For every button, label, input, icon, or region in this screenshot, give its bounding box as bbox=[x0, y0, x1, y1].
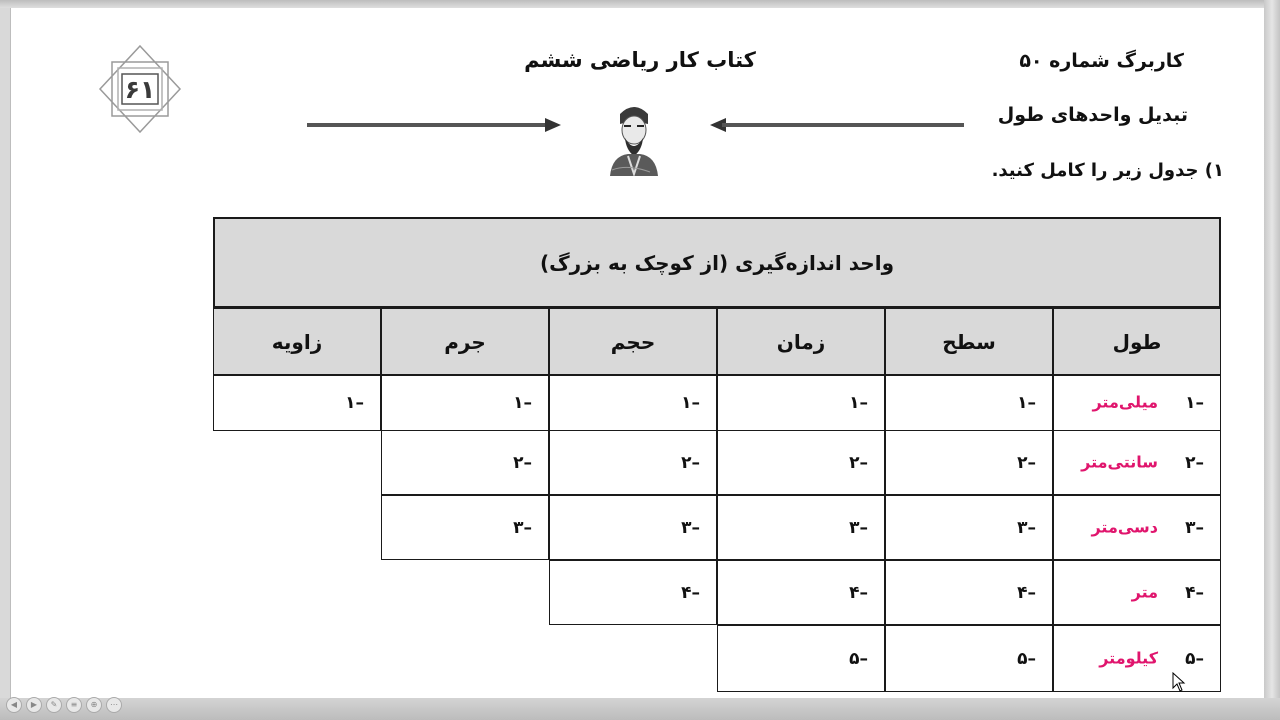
prev-control-icon[interactable]: ◀ bbox=[6, 697, 22, 713]
row-label: ۱– bbox=[345, 393, 364, 413]
page-number: ۶۱ bbox=[124, 74, 156, 104]
column-header-time: زمان bbox=[717, 308, 885, 375]
table-cell-length-2[interactable] bbox=[1053, 430, 1221, 495]
window-top-strip bbox=[0, 0, 1280, 8]
row-label: ۴– bbox=[1017, 582, 1036, 603]
table-cell-mass-3[interactable] bbox=[381, 495, 549, 560]
column-header-volume: حجم bbox=[549, 308, 717, 375]
table-cell-area-2[interactable] bbox=[885, 430, 1053, 495]
row-label: ۳– bbox=[681, 517, 700, 538]
row-label: ۳– bbox=[849, 517, 868, 538]
row-label: ۱– bbox=[1017, 393, 1036, 413]
player-control-strip bbox=[0, 698, 1280, 720]
row-label: ۴– bbox=[849, 582, 868, 603]
row-label: ۳– bbox=[1017, 517, 1036, 538]
worksheet-title: کاربرگ شماره ۵۰ bbox=[1019, 50, 1184, 72]
instruction-text: ۱) جدول زیر را کامل کنید. bbox=[991, 160, 1224, 181]
row-label: ۱– bbox=[1185, 393, 1204, 413]
table-cell-length-4[interactable] bbox=[1053, 560, 1221, 625]
table-cell-time-5[interactable] bbox=[717, 625, 885, 692]
length-unit-value: سانتی‌متر bbox=[1081, 452, 1158, 472]
arrow-left-icon bbox=[708, 118, 966, 132]
table-cell-area-3[interactable] bbox=[885, 495, 1053, 560]
row-label: ۴– bbox=[1185, 582, 1204, 603]
row-label: ۵– bbox=[1185, 648, 1204, 669]
table-cell-length-1[interactable] bbox=[1053, 375, 1221, 431]
table-cell-mass-1[interactable] bbox=[381, 375, 549, 431]
table-cell-time-3[interactable] bbox=[717, 495, 885, 560]
length-unit-value: متر bbox=[1131, 582, 1158, 602]
row-label: ۵– bbox=[849, 648, 868, 669]
table-cell-time-4[interactable] bbox=[717, 560, 885, 625]
pen-control-icon[interactable]: ✎ bbox=[46, 697, 62, 713]
table-cell-angle-1[interactable] bbox=[213, 375, 381, 431]
table-cell-volume-1[interactable] bbox=[549, 375, 717, 431]
table-cell-time-1[interactable] bbox=[717, 375, 885, 431]
table-cell-area-5[interactable] bbox=[885, 625, 1053, 692]
row-label: ۲– bbox=[513, 452, 532, 473]
window-side-frame bbox=[1264, 0, 1280, 720]
units-table bbox=[213, 217, 1221, 692]
page-number-badge bbox=[98, 44, 182, 134]
worksheet-subtitle: تبدیل واحدهای طول bbox=[997, 104, 1188, 126]
row-label: ۳– bbox=[513, 517, 532, 538]
row-label: ۴– bbox=[681, 582, 700, 603]
table-cell-length-3[interactable] bbox=[1053, 495, 1221, 560]
table-cell-mass-2[interactable] bbox=[381, 430, 549, 495]
table-cell-length-5[interactable] bbox=[1053, 625, 1221, 692]
row-label: ۱– bbox=[681, 393, 700, 413]
length-unit-value: کیلومتر bbox=[1099, 648, 1158, 668]
row-label: ۲– bbox=[849, 452, 868, 473]
table-main-header: واحد اندازه‌گیری (از کوچک به بزرگ) bbox=[213, 217, 1221, 308]
table-cell-volume-4[interactable] bbox=[549, 560, 717, 625]
book-title: کتاب کار ریاضی ششم bbox=[524, 48, 756, 72]
row-label: ۲– bbox=[1017, 452, 1036, 473]
table-cell-area-1[interactable] bbox=[885, 375, 1053, 431]
column-header-angle: زاویه bbox=[213, 308, 381, 375]
table-cell-time-2[interactable] bbox=[717, 430, 885, 495]
arrow-right-icon bbox=[305, 118, 563, 132]
row-label: ۳– bbox=[1185, 517, 1204, 538]
row-label: ۱– bbox=[513, 393, 532, 413]
zoom-control-icon[interactable]: ⊕ bbox=[86, 697, 102, 713]
menu-control-icon[interactable]: ≡ bbox=[66, 697, 82, 713]
portrait-icon bbox=[598, 94, 670, 176]
table-cell-volume-3[interactable] bbox=[549, 495, 717, 560]
column-header-area: سطح bbox=[885, 308, 1053, 375]
mouse-cursor-icon bbox=[1172, 672, 1186, 692]
table-cell-area-4[interactable] bbox=[885, 560, 1053, 625]
next-control-icon[interactable]: ▶ bbox=[26, 697, 42, 713]
row-label: ۲– bbox=[681, 452, 700, 473]
length-unit-value: دسی‌متر bbox=[1091, 517, 1158, 537]
row-label: ۲– bbox=[1185, 452, 1204, 473]
column-header-mass: جرم bbox=[381, 308, 549, 375]
table-cell-volume-2[interactable] bbox=[549, 430, 717, 495]
row-label: ۵– bbox=[1017, 648, 1036, 669]
length-unit-value: میلی‌متر bbox=[1092, 392, 1158, 412]
more-control-icon[interactable]: ⋯ bbox=[106, 697, 122, 713]
row-label: ۱– bbox=[849, 393, 868, 413]
player-controls bbox=[6, 697, 122, 711]
column-header-length: طول bbox=[1053, 308, 1221, 375]
